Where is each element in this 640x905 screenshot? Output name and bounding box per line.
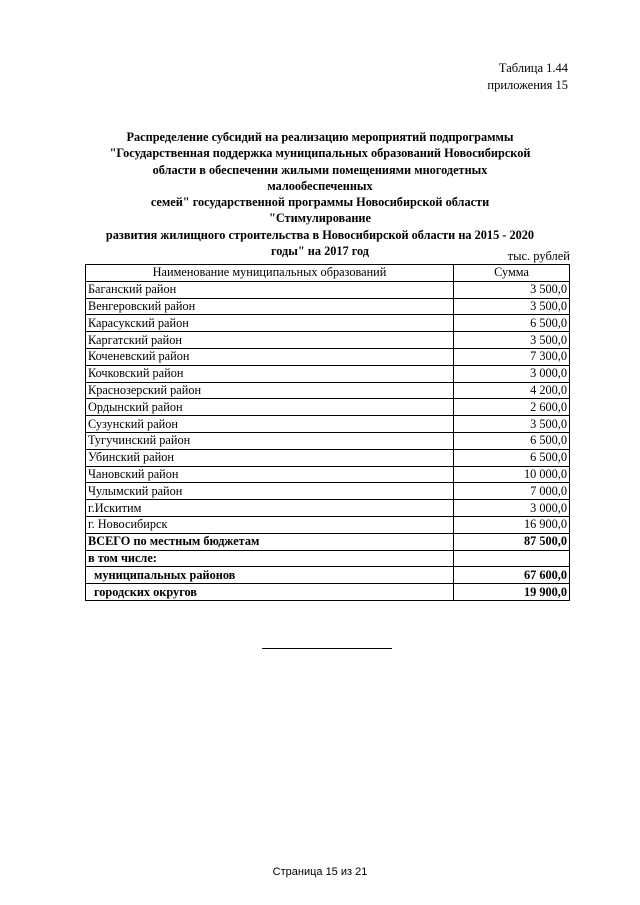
- including-row: [86, 550, 570, 567]
- row-amount: 6 500,0: [454, 449, 570, 466]
- row-amount: 7 000,0: [454, 483, 570, 500]
- title-line: годы" на 2017 год: [270, 244, 370, 259]
- title-line: "Государственная поддержка муниципальных образований Новосибирской: [109, 146, 531, 161]
- table-row: [86, 416, 570, 433]
- row-name: Чулымский район: [86, 483, 454, 500]
- row-amount: 16 900,0: [454, 516, 570, 533]
- row-name: Каргатский район: [86, 332, 454, 349]
- row-name: Кочковский район: [86, 365, 454, 382]
- row-amount: 7 300,0: [454, 348, 570, 365]
- header-name: Наименование муниципальных образований: [86, 265, 454, 282]
- table-summary: [86, 533, 570, 600]
- page-footer: Страница 15 из 21: [272, 866, 368, 878]
- unit-label: тыс. рублей: [507, 249, 570, 263]
- total-row: [86, 533, 570, 550]
- table-row: [86, 365, 570, 382]
- table-body: [86, 281, 570, 533]
- table-row: [86, 500, 570, 517]
- row-amount: 3 500,0: [454, 416, 570, 433]
- subsidy-table: [85, 264, 570, 601]
- row-name: Чановский район: [86, 466, 454, 483]
- title-line: области в обеспечении жилыми помещениями многодетных малообеспеченных: [152, 162, 488, 193]
- including-label: в том числе:: [86, 550, 454, 567]
- table-row: [86, 466, 570, 483]
- table-row: [86, 332, 570, 349]
- urban-row: [86, 584, 570, 601]
- including-amount: [454, 550, 570, 567]
- table-row: [86, 516, 570, 533]
- row-amount: 6 500,0: [454, 315, 570, 332]
- row-name: Коченевский район: [86, 348, 454, 365]
- row-amount: 2 600,0: [454, 399, 570, 416]
- table-row: [86, 483, 570, 500]
- appendix-number: приложения 15: [487, 78, 568, 92]
- row-name: Убинский район: [86, 449, 454, 466]
- title-line: развития жилищного строительства в Новосибирской области на 2015 - 2020: [105, 227, 535, 242]
- table-row: [86, 315, 570, 332]
- table-reference: [487, 60, 568, 94]
- row-amount: 3 000,0: [454, 500, 570, 517]
- row-name: Тугучинский район: [86, 432, 454, 449]
- table-row: [86, 281, 570, 298]
- row-name: Сузунский район: [86, 416, 454, 433]
- row-amount: 3 000,0: [454, 365, 570, 382]
- document-title: [100, 129, 540, 259]
- row-amount: 3 500,0: [454, 298, 570, 315]
- row-name: Ордынский район: [86, 399, 454, 416]
- row-amount: 4 200,0: [454, 382, 570, 399]
- urban-label: городских округов: [86, 584, 454, 601]
- row-name: Венгеровский район: [86, 298, 454, 315]
- row-amount: 10 000,0: [454, 466, 570, 483]
- table-header-row: [86, 265, 570, 282]
- table-row: [86, 382, 570, 399]
- row-amount: 3 500,0: [454, 332, 570, 349]
- table-row: [86, 399, 570, 416]
- title-line: семей" государственной программы Новосибирской области "Стимулирование: [150, 195, 490, 226]
- total-amount: 87 500,0: [454, 533, 570, 550]
- row-name: Краснозерский район: [86, 382, 454, 399]
- table-row: [86, 449, 570, 466]
- row-amount: 3 500,0: [454, 281, 570, 298]
- title-line: Распределение субсидий на реализацию мероприятий подпрограммы: [126, 130, 514, 144]
- municipal-amount: 67 600,0: [454, 567, 570, 584]
- table-row: [86, 432, 570, 449]
- table-number: Таблица 1.44: [498, 61, 568, 75]
- row-name: г. Новосибирск: [86, 516, 454, 533]
- urban-amount: 19 900,0: [454, 584, 570, 601]
- table-row: [86, 298, 570, 315]
- municipal-label: муниципальных районов: [86, 567, 454, 584]
- header-amount: Сумма: [454, 265, 570, 282]
- row-name: г.Искитим: [86, 500, 454, 517]
- row-name: Баганский район: [86, 281, 454, 298]
- row-amount: 6 500,0: [454, 432, 570, 449]
- row-name: Карасукский район: [86, 315, 454, 332]
- municipal-row: [86, 567, 570, 584]
- total-label: ВСЕГО по местным бюджетам: [86, 533, 454, 550]
- divider-line: [262, 648, 392, 649]
- table-row: [86, 348, 570, 365]
